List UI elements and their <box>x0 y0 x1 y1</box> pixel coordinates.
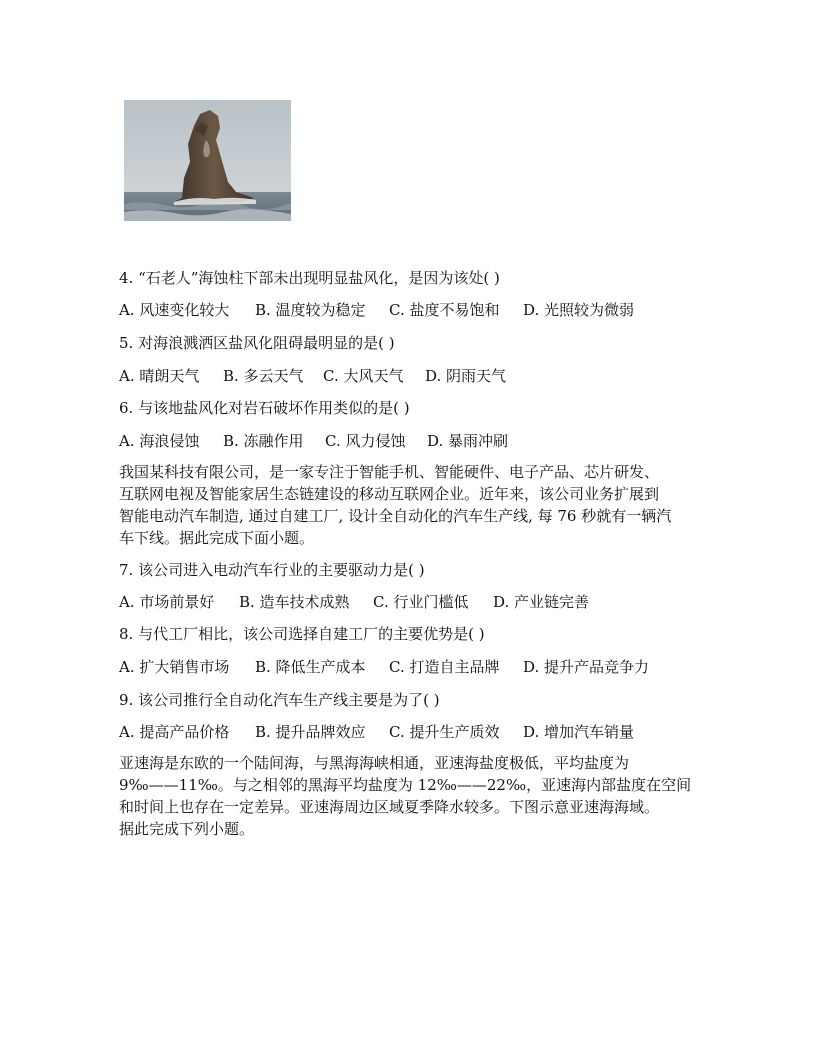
option-d: D. 增加汽车销量 <box>523 723 635 741</box>
option-a: A. 提高产品价格 <box>119 723 230 741</box>
question-5-stem: 5. 对海浪溅洒区盐风化阻碍最明显的是( ) <box>119 334 395 352</box>
passage-line: 互联网电视及智能家居生态链建设的移动互联网企业。近年来，该公司业务扩展到 <box>119 485 660 503</box>
question-8-options <box>119 657 649 677</box>
question-4-options <box>119 300 634 320</box>
passage-line: 9‰——11‰。与之相邻的黑海平均盐度为 12‰——22‰，亚速海内部盐度在空间 <box>119 776 692 794</box>
passage-line: 我国某科技有限公司，是一家专注于智能手机、智能硬件、电子产品、芯片研发、 <box>119 463 660 481</box>
question-8-stem: 8. 与代工厂相比，该公司选择自建工厂的主要优势是( ) <box>119 625 485 643</box>
option-b: B. 冻融作用 <box>223 432 304 450</box>
passage-line: 智能电动汽车制造, 通过自建工厂, 设计全自动化的汽车生产线, 每 76 秒就有一辆汽 <box>119 507 672 525</box>
option-a: A. 风速变化较大 <box>119 301 230 319</box>
passage-azov-sea <box>119 752 699 840</box>
option-c: C. 打造自主品牌 <box>389 658 500 676</box>
option-c: C. 提升生产质效 <box>389 723 500 741</box>
option-a: A. 扩大销售市场 <box>119 658 230 676</box>
sea-stack-photo <box>124 100 291 221</box>
option-c: C. 行业门槛低 <box>373 593 469 611</box>
passage-line: 据此完成下列小题。 <box>119 820 255 838</box>
option-d: D. 光照较为微弱 <box>523 301 635 319</box>
question-6-options <box>119 431 508 451</box>
question-6-stem: 6. 与该地盐风化对岩石破坏作用类似的是( ) <box>119 399 410 417</box>
passage-line: 和时间上也存在一定差异。亚速海周边区域夏季降水较多。下图示意亚速海海域。 <box>119 798 660 816</box>
option-b: B. 温度较为稳定 <box>255 301 366 319</box>
question-7-options <box>119 592 589 612</box>
option-a: A. 海浪侵蚀 <box>119 432 200 450</box>
option-a: A. 晴朗天气 <box>119 367 200 385</box>
question-4-stem: 4. “石老人”海蚀柱下部未出现明显盐风化，是因为该处( ) <box>119 269 500 287</box>
question-9-stem: 9. 该公司推行全自动化汽车生产线主要是为了( ) <box>119 691 440 709</box>
option-b: B. 降低生产成本 <box>255 658 366 676</box>
passage-line: 亚速海是东欧的一个陆间海，与黑海海峡相通，亚速海盐度极低，平均盐度为 <box>119 754 630 772</box>
option-c: C. 风力侵蚀 <box>325 432 406 450</box>
option-b: B. 提升品牌效应 <box>255 723 366 741</box>
option-a: A. 市场前景好 <box>119 593 215 611</box>
passage-tech-company <box>119 461 699 549</box>
question-7-stem: 7. 该公司进入电动汽车行业的主要驱动力是( ) <box>119 561 425 579</box>
passage-line: 车下线。据此完成下面小题。 <box>119 529 315 547</box>
question-5-options <box>119 366 506 386</box>
option-c: C. 盐度不易饱和 <box>389 301 500 319</box>
option-d: D. 阴雨天气 <box>425 367 507 385</box>
option-b: B. 多云天气 <box>223 367 304 385</box>
option-d: D. 暴雨冲刷 <box>427 432 509 450</box>
option-b: B. 造车技术成熟 <box>239 593 350 611</box>
question-9-options <box>119 722 634 742</box>
option-d: D. 产业链完善 <box>493 593 590 611</box>
option-c: C. 大风天气 <box>323 367 404 385</box>
option-d: D. 提升产品竞争力 <box>523 658 650 676</box>
